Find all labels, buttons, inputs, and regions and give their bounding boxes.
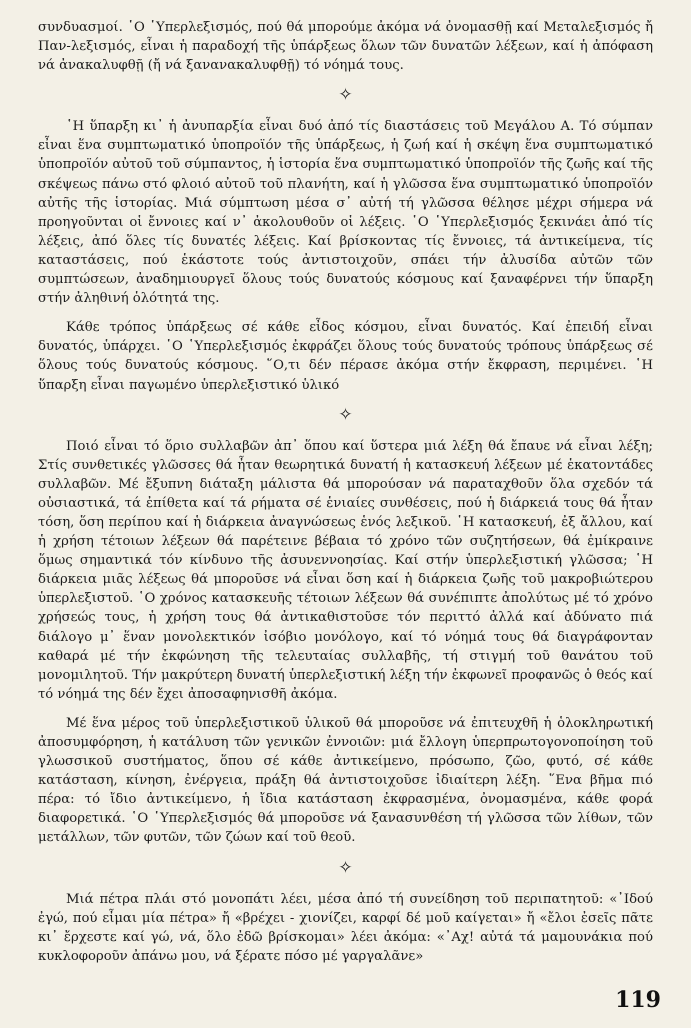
section-ornament-3: ✧ [338, 857, 353, 878]
paragraph-5: Μέ ἕνα μέρος τοῦ ὑπερλεξιστικοῦ ὑλικοῦ θά μποροῦσε νά ἐπιτευχθῆ ἡ ὁλοκληρωτική ἀποσυμφόρηση, ἡ κατάλυση τῶν γενικῶν ἐννοιῶν: μιά ἔλλογη ὑπερπρωτογονοποίηση τοῦ γλωσσικοῦ συστήματος, ὅπου σέ κάθε ἀντικείμενο, πρόσωπο, ζῶο, φυτό, σέ κάθε κατάσταση, κίνηση, ἐνέργεια, πράξη θά ἀντιστοιχοῦσε ἰδιαίτερη λέξη. ῞Ενα βῆμα πιό πέρα: τό ἴδιο ἀντικείμενο, ἡ ἴδια κατάσταση ἐκφρασμένα, ὀνομασμένα, κάθε φορά διαφορετικά. ῾Ο ῾Υπερλεξισμός θά μποροῦσε νά ξανασυνθέση τή γλῶσσα τῶν λίθων, τῶν μετάλλων, τῶν φυτῶν, τῶν ζώων καί τοῦ θεοῦ. [38, 715, 653, 846]
paragraph-6: Μιά πέτρα πλάι στό μονοπάτι λέει, μέσα ἀπό τή συνείδηση τοῦ περιπατητοῦ: «᾽Ιδού ἐγώ, πού εἶμαι μία πέτρα» ἤ «βρέχει - χιονίζει, καρφί δέ μοῦ καίγεται» ἤ «ἔλοι ἐσεῖς πᾶτε κι᾽ ἔρχεστε καί γώ, νά, ὅλο ἐδῶ βρίσκομαι» λέει ἀκόμα: «᾽Αχ! αὐτά τά μαμουνάκια πού κυκλοφοροῦν ἀπάνω μου, νά ξέρατε πόσο μέ γαργαλᾶνε» [38, 891, 653, 964]
page-number: 119 [615, 986, 661, 1013]
section-ornament-1: ✧ [338, 85, 353, 106]
section-ornament-2: ✧ [338, 404, 353, 425]
paragraph-gap [38, 704, 653, 714]
paragraph-1: συνδυασμοί. ῾Ο ῾Υπερλεξισμός, πού θά μπορούμε ἀκόμα νά ὀνομασθῇ καί Μεταλεξισμός ἤ Παν-λεξισμός, εἶναι ἡ παραδοχή τῆς ὑπάρξεως ὅλων τῶν δυνατῶν λέξεων, καί ἡ ἀπόφαση νά ἀνακαλυφθῇ (ἤ νά ξανανακαλυφθῇ) τό νόημά τους. [38, 20, 653, 74]
paragraph-3: Κάθε τρόπος ὑπάρξεως σέ κάθε εἶδος κόσμου, εἶναι δυνατός. Καί ἐπειδή εἶναι δυνατός, ὑπάρχει. ῾Ο ῾Υπερλεξισμός ἐκφράζει ὅλους τούς δυνατούς τρόπους ὑπάρξεως σέ ὅλους τούς δυνατούς κόσμους. ῞Ο,τι δέν πέρασε ἀκόμα στήν ἔκφραση, περιμένει. ῾Η ὕπαρξη εἶναι παγωμένο ὑπερλεξιστικό ὑλικό [38, 320, 653, 393]
paragraph-gap [38, 308, 653, 318]
paragraph-2: ῾Η ὕπαρξη κι᾽ ἡ ἀνυπαρξία εἶναι δυό ἀπό τίς διαστάσεις τοῦ Μεγάλου Α. Τό σύμπαν εἶναι ἕνα συμπτωματικό ὑποπροϊόν τῆς ὑπάρξεως, ἡ ζωή καί ἡ σκέψη ἕνα συμπτωματικό ὑποπροϊόν αὐτοῦ τοῦ σύμπαντος, ἡ ἱστορία ἕνα συμπτωματικό ὑποπροϊόν τῆς ζωῆς καί τῆς σκέψεως πάνω στό φλοιό αὐτοῦ τοῦ πλανήτη, καί ἡ γλῶσσα ἕνα συμπτωματικό ὑποπροϊόν αὐτῆς τῆς ἱστορίας. Μιά σύμπτωση μέσα σ᾽ αὐτή τή γλῶσσα θέλησε μέχρι σήμερα νά προηγοῦνται οἱ ἔννοιες καί ν᾽ ἀκολουθοῦν οἱ λέξεις. ῾Ο ῾Υπερλεξισμός ξεκινάει ἀπό τίς λέξεις, ἀπό ὅλες τίς δυνατές λέξεις. Καί βρίσκοντας τίς ἔννοιες, τά ἀντικείμενα, τίς καταστάσεις, πού ἑκάστοτε τούς ἀντιστοιχοῦν, σπάει τήν ἀλυσίδα αὐτῶν τῶν συμπτώσεων, ἀναδημιουργεῖ ὅλους τούς δυνατούς κόσμους καί ξαναφέρνει τήν ὕπαρξη στήν ἀληθινή ὁλότητά της. [38, 119, 653, 307]
paragraph-4: Ποιό εἶναι τό ὅριο συλλαβῶν ἀπ᾽ ὅπου καί ὕστερα μιά λέξη θά ἔπαυε νά εἶναι λέξη; Στίς συνθετικές γλῶσσες θά ἦταν θεωρητικά δυνατή ἡ κατασκευή λέξεων μέ ἑκατοντάδες συλλαβῶν. Μέ ἔξυπνη διάταξη μάλιστα θά μπορούσαν νά παραταχθοῦν ὅλα σχεδόν τά οὐσιαστικά, τά ἐπίθετα καί τά ρήματα σέ ἑνιαίες συνθέσεις, πού ἡ διάρκειά τους θά ἦταν τόση, ὅση περίπου καί ἡ διάρκεια ἀναγνώσεως ἑνός λεξικοῦ. ῾Η κατασκευή, ἐξ ἄλλου, καί ἡ χρήση τέτοιων λέξεων θά παρέτεινε βέβαια τό χρόνο τῶν συζητήσεων, θά ἐμίκραινε ὅμως σημαντικά τόν κίνδυνο τῆς ἀσυνεννοησίας. Καί στήν ὑπερλεξιστική γλῶσσα; ῾Η διάρκεια μιᾶς λέξεως θά μποροῦσε νά εἶναι ὅση καί ἡ διάρκεια ζωῆς τοῦ μακροβιώτερου ὑπερλεξιστοῦ. ῾Ο χρόνος κατασκευῆς τέτοιων λέξεων θά συνέπιπτε ἀπολύτως μέ τό χρόνο χρήσεώς τους, ἡ χρήση τους θά ἀντικαθιστοῦσε τόν περιττό ἀλλά καί ἀδύνατο πιά διάλογο μ᾽ ἕναν μονολεκτικόν ἰσόβιο μονόλογο, καί τό νόημά τους θά διαγράφονταν καθαρά μέ τήν ἐκφώνηση τῆς τελευταίας συλλαβῆς, τή στιγμή τοῦ θανάτου τοῦ μονομιλητοῦ. Τήν μακρύτερη δυνατή ὑπερλεξιστική λέξη τήν ἐκφωνεῖ προφανῶς ὁ θεός καί τό νόημά της δέν ἔχει ἀποσαφηνισθῆ ἀκόμα. [38, 438, 653, 702]
